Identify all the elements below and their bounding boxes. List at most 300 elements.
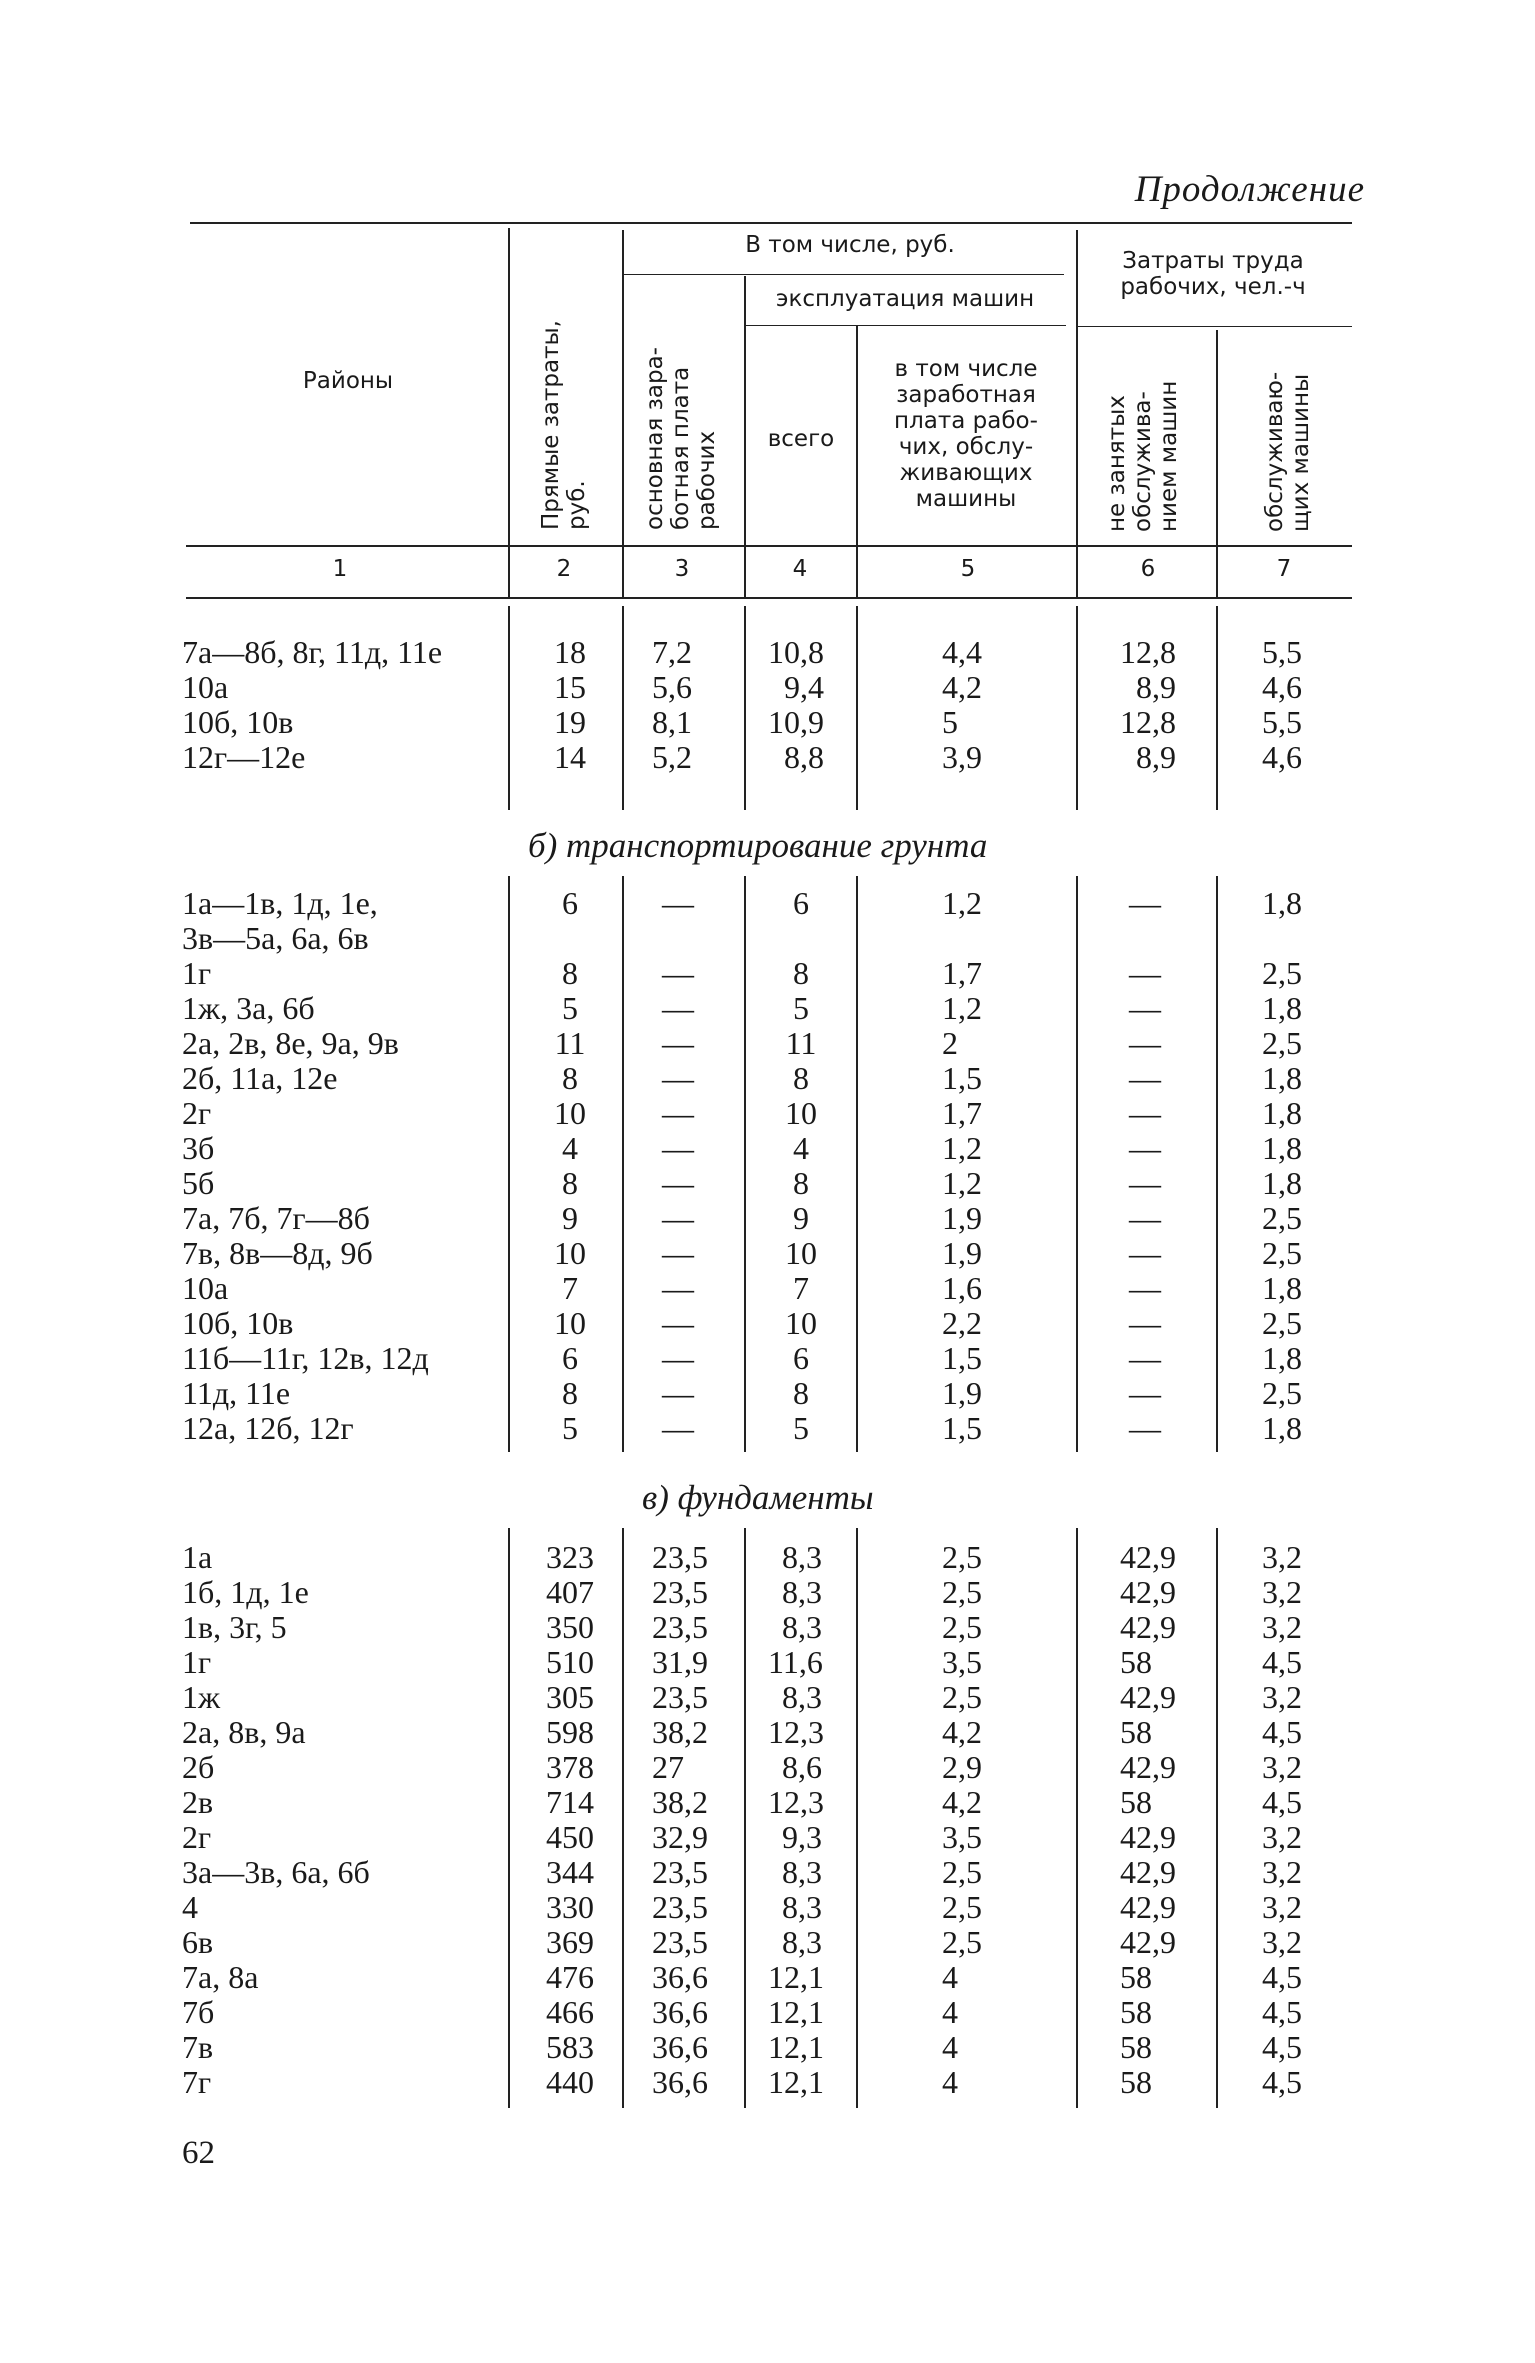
cell-labor-serving: 3,2 [1262, 1749, 1302, 1785]
cell-machine-total: 8,3 [782, 1854, 822, 1890]
cell-base-wage: — [662, 1095, 694, 1131]
cell-base-wage: — [662, 1130, 694, 1166]
cell-base-wage: 23,5 [652, 1609, 708, 1645]
cell-labor-not-serving: — [1129, 955, 1161, 991]
cell-labor-not-serving: — [1129, 990, 1161, 1026]
cell-district: 2б, 11а, 12е [182, 1060, 338, 1096]
cell-labor-not-serving: 58 [1120, 1959, 1152, 1995]
cell-base-wage: 23,5 [652, 1924, 708, 1960]
cell-machine-total: 10,9 [768, 704, 824, 740]
cell-labor-serving: 5,5 [1262, 704, 1302, 740]
cell-district: 2а, 8в, 9а [182, 1714, 306, 1750]
cell-direct-costs: 11 [554, 1025, 586, 1061]
table-row [0, 1061, 1535, 1096]
table-row [0, 1890, 1535, 1925]
header-machine-operation: эксплуатация машин [775, 286, 1035, 312]
including-rule [622, 274, 1064, 275]
cell-machine-wage: 4,2 [942, 1714, 982, 1750]
cell-district: 1ж, 3а, 6б [182, 990, 315, 1026]
cell-machine-wage: 2,2 [942, 1305, 982, 1341]
cell-machine-wage: 2,5 [942, 1679, 982, 1715]
cell-machine-total: 8,3 [782, 1574, 822, 1610]
cell-direct-costs: 407 [546, 1574, 594, 1610]
table-row [0, 1271, 1535, 1306]
cell-base-wage: 8,1 [652, 704, 692, 740]
table-row [0, 1540, 1535, 1575]
cell-direct-costs: 5 [562, 1410, 578, 1446]
cell-district: 7г [182, 2064, 212, 2100]
cell-direct-costs: 344 [546, 1854, 594, 1890]
cell-labor-serving: 1,8 [1262, 1095, 1302, 1131]
cell-direct-costs: 476 [546, 1959, 594, 1995]
colnum-bottom-rule [186, 597, 1352, 599]
col-number-4: 4 [792, 556, 808, 582]
cell-machine-total: 5 [793, 1410, 809, 1446]
cell-labor-serving: 4,5 [1262, 1994, 1302, 2030]
cell-direct-costs: 510 [546, 1644, 594, 1680]
cell-machine-total: 10 [785, 1235, 817, 1271]
cell-labor-not-serving: 42,9 [1120, 1854, 1176, 1890]
cell-labor-serving: 2,5 [1262, 1375, 1302, 1411]
cell-direct-costs: 10 [554, 1305, 586, 1341]
cell-labor-serving: 4,5 [1262, 2029, 1302, 2065]
cell-machine-wage: 4 [942, 2029, 958, 2065]
cell-labor-serving: 4,5 [1262, 1959, 1302, 1995]
cell-machine-wage: 3,9 [942, 739, 982, 775]
cell-district: 11б—11г, 12в, 12д [182, 1340, 429, 1376]
cell-labor-serving: 1,8 [1262, 1340, 1302, 1376]
cell-machine-total: 8,3 [782, 1609, 822, 1645]
header-divider-4 [856, 326, 858, 597]
cell-labor-serving: 3,2 [1262, 1679, 1302, 1715]
cell-base-wage: — [662, 1305, 694, 1341]
cell-machine-total: 8,8 [784, 739, 824, 775]
cell-labor-serving: 1,8 [1262, 1165, 1302, 1201]
cell-direct-costs: 19 [554, 704, 586, 740]
cell-direct-costs: 6 [562, 885, 578, 921]
cell-machine-wage: 4,4 [942, 634, 982, 670]
header-bottom-rule [186, 545, 1352, 547]
table-row [0, 1785, 1535, 1820]
table-row [0, 1820, 1535, 1855]
cell-labor-not-serving: 12,8 [1120, 704, 1176, 740]
section-title-transport: б) транспортирование грунта [528, 826, 988, 865]
cell-direct-costs: 440 [546, 2064, 594, 2100]
table-row [0, 1306, 1535, 1341]
table-row [0, 1026, 1535, 1061]
cell-base-wage: 23,5 [652, 1889, 708, 1925]
cell-direct-costs: 330 [546, 1889, 594, 1925]
table-row [0, 635, 1535, 670]
cell-base-wage: 7,2 [652, 634, 692, 670]
cell-machine-total: 10,8 [768, 634, 824, 670]
cell-labor-not-serving: 12,8 [1120, 634, 1176, 670]
cell-machine-wage: 2,5 [942, 1889, 982, 1925]
page-number: 62 [182, 2135, 215, 2171]
cell-district: 7в, 8в—8д, 9б [182, 1235, 373, 1271]
cell-direct-costs: 350 [546, 1609, 594, 1645]
cell-direct-costs: 378 [546, 1749, 594, 1785]
cell-machine-wage: 1,7 [942, 955, 982, 991]
machine-op-rule [744, 325, 1066, 326]
header-divider-6 [1216, 330, 1218, 597]
table-row [0, 1201, 1535, 1236]
header-base-wage: основная зара- ботная плата рабочих [642, 347, 720, 530]
cell-machine-wage: 2,5 [942, 1609, 982, 1645]
cell-machine-total: 6 [793, 885, 809, 921]
cell-labor-serving: 2,5 [1262, 955, 1302, 991]
cell-base-wage: 5,6 [652, 669, 692, 705]
cell-labor-serving: 3,2 [1262, 1819, 1302, 1855]
table-row [0, 1995, 1535, 2030]
cell-base-wage: — [662, 1410, 694, 1446]
cell-direct-costs: 6 [562, 1340, 578, 1376]
cell-machine-wage: 4,2 [942, 669, 982, 705]
cell-labor-serving: 4,5 [1262, 2064, 1302, 2100]
cell-machine-wage: 1,2 [942, 990, 982, 1026]
cell-district: 2а, 2в, 8е, 9а, 9в [182, 1025, 399, 1061]
header-direct-costs: Прямые затраты, руб. [538, 320, 590, 530]
cell-direct-costs: 4 [562, 1130, 578, 1166]
cell-labor-not-serving: 8,9 [1136, 739, 1176, 775]
cell-machine-wage: 3,5 [942, 1819, 982, 1855]
header-divider-1 [508, 228, 510, 597]
cell-labor-serving: 2,5 [1262, 1305, 1302, 1341]
cell-labor-serving: 1,8 [1262, 1270, 1302, 1306]
cell-base-wage: 27 [652, 1749, 684, 1785]
cell-base-wage: — [662, 1270, 694, 1306]
cell-district: 1г [182, 955, 212, 991]
cell-district: 1б, 1д, 1е [182, 1574, 309, 1610]
cell-machine-total: 8 [793, 1375, 809, 1411]
cell-machine-total: 12,3 [768, 1714, 824, 1750]
cell-labor-serving: 3,2 [1262, 1889, 1302, 1925]
cell-direct-costs: 369 [546, 1924, 594, 1960]
table-row [0, 740, 1535, 775]
labor-rule [1076, 326, 1352, 327]
cell-base-wage: — [662, 1375, 694, 1411]
header-divider-5 [1076, 230, 1078, 597]
table-row [0, 1645, 1535, 1680]
table-row [0, 2065, 1535, 2100]
cell-labor-not-serving: 58 [1120, 1714, 1152, 1750]
header-total: всего [767, 426, 835, 452]
cell-machine-wage: 4,2 [942, 1784, 982, 1820]
cell-labor-not-serving: — [1129, 1165, 1161, 1201]
cell-base-wage: 5,2 [652, 739, 692, 775]
cell-district: 7в [182, 2029, 214, 2065]
cell-labor-serving: 4,6 [1262, 739, 1302, 775]
table-row [0, 1131, 1535, 1166]
table-row [0, 1096, 1535, 1131]
cell-machine-total: 6 [793, 1340, 809, 1376]
cell-base-wage: 36,6 [652, 2029, 708, 2065]
cell-district: 3в—5а, 6а, 6в [182, 920, 369, 956]
cell-district: 6в [182, 1924, 214, 1960]
cell-labor-not-serving: — [1129, 1130, 1161, 1166]
cell-district: 1а [182, 1539, 213, 1575]
cell-machine-wage: 1,9 [942, 1200, 982, 1236]
cell-direct-costs: 5 [562, 990, 578, 1026]
cell-district: 12г—12е [182, 739, 306, 775]
cell-base-wage: — [662, 955, 694, 991]
table-row [0, 991, 1535, 1026]
table-row [0, 1680, 1535, 1715]
table-row [0, 1166, 1535, 1201]
cell-machine-wage: 1,5 [942, 1410, 982, 1446]
cell-labor-serving: 3,2 [1262, 1924, 1302, 1960]
cell-district: 10а [182, 1270, 229, 1306]
cell-base-wage: — [662, 990, 694, 1026]
cell-machine-total: 11,6 [768, 1644, 823, 1680]
cell-labor-not-serving: 58 [1120, 1784, 1152, 1820]
cell-district: 10б, 10в [182, 704, 294, 740]
header-divider-2 [622, 230, 624, 597]
cell-machine-total: 8 [793, 1060, 809, 1096]
header-machine-wage: в том числе заработная плата рабо-чих, обслу-живающих машины [894, 356, 1038, 512]
cell-base-wage: 23,5 [652, 1539, 708, 1575]
cell-base-wage: 31,9 [652, 1644, 708, 1680]
cell-base-wage: — [662, 1060, 694, 1096]
cell-machine-total: 8 [793, 955, 809, 991]
table-row [0, 1341, 1535, 1376]
cell-labor-serving: 4,5 [1262, 1714, 1302, 1750]
cell-labor-not-serving: — [1129, 1410, 1161, 1446]
table-row [0, 1236, 1535, 1271]
cell-district: 1ж [182, 1679, 221, 1715]
cell-labor-not-serving: 8,9 [1136, 669, 1176, 705]
cell-district: 5б [182, 1165, 215, 1201]
cell-machine-wage: 4 [942, 2064, 958, 2100]
cell-labor-not-serving: — [1129, 1270, 1161, 1306]
cell-district: 10б, 10в [182, 1305, 294, 1341]
cell-direct-costs: 8 [562, 955, 578, 991]
cell-labor-serving: 1,8 [1262, 990, 1302, 1026]
cell-machine-wage: 4 [942, 1959, 958, 1995]
cell-machine-wage: 2 [942, 1025, 958, 1061]
table-row [0, 1960, 1535, 1995]
cell-direct-costs: 323 [546, 1539, 594, 1575]
table-row [0, 1715, 1535, 1750]
cell-base-wage: 38,2 [652, 1784, 708, 1820]
cell-machine-total: 9,4 [784, 669, 824, 705]
table-row [0, 886, 1535, 921]
cell-district: 3а—3в, 6а, 6б [182, 1854, 370, 1890]
table-row [0, 705, 1535, 740]
cell-machine-total: 11 [785, 1025, 817, 1061]
cell-machine-total: 4 [793, 1130, 809, 1166]
cell-labor-serving: 4,5 [1262, 1784, 1302, 1820]
cell-direct-costs: 714 [546, 1784, 594, 1820]
cell-labor-serving: 2,5 [1262, 1200, 1302, 1236]
cell-base-wage: — [662, 1340, 694, 1376]
cell-direct-costs: 305 [546, 1679, 594, 1715]
cell-machine-wage: 1,9 [942, 1375, 982, 1411]
cell-direct-costs: 583 [546, 2029, 594, 2065]
cell-base-wage: 32,9 [652, 1819, 708, 1855]
table-row [0, 1855, 1535, 1890]
cell-machine-total: 8,3 [782, 1539, 822, 1575]
cell-machine-wage: 2,5 [942, 1574, 982, 1610]
cell-machine-total: 10 [785, 1095, 817, 1131]
cell-district: 12а, 12б, 12г [182, 1410, 354, 1446]
cell-direct-costs: 466 [546, 1994, 594, 2030]
cell-district: 7а—8б, 8г, 11д, 11е [182, 634, 443, 670]
cell-machine-total: 12,1 [768, 2029, 824, 2065]
cell-base-wage: 23,5 [652, 1574, 708, 1610]
table-row [0, 2030, 1535, 2065]
col-number-7: 7 [1276, 556, 1292, 582]
header-labor: Затраты труда рабочих, чел.-ч [1120, 248, 1306, 300]
cell-base-wage: 36,6 [652, 1959, 708, 1995]
cell-machine-total: 10 [785, 1305, 817, 1341]
table-row [0, 1411, 1535, 1446]
cell-machine-total: 8,3 [782, 1889, 822, 1925]
cell-labor-not-serving: 42,9 [1120, 1819, 1176, 1855]
cell-district: 2б [182, 1749, 215, 1785]
cell-labor-serving: 4,5 [1262, 1644, 1302, 1680]
cell-labor-not-serving: 58 [1120, 1644, 1152, 1680]
cell-machine-wage: 1,2 [942, 1130, 982, 1166]
cell-machine-wage: 2,5 [942, 1854, 982, 1890]
col-number-5: 5 [960, 556, 976, 582]
cell-labor-not-serving: 42,9 [1120, 1889, 1176, 1925]
cell-machine-total: 12,1 [768, 2064, 824, 2100]
cell-base-wage: — [662, 885, 694, 921]
cell-machine-wage: 1,9 [942, 1235, 982, 1271]
cell-direct-costs: 15 [554, 669, 586, 705]
col-number-2: 2 [556, 556, 572, 582]
cell-direct-costs: 14 [554, 739, 586, 775]
cell-machine-total: 7 [793, 1270, 809, 1306]
cell-machine-wage: 1,6 [942, 1270, 982, 1306]
cell-labor-serving: 5,5 [1262, 634, 1302, 670]
table-row [0, 956, 1535, 991]
table-row [0, 1610, 1535, 1645]
header-districts: Районы [302, 368, 394, 394]
cell-base-wage: 36,6 [652, 1994, 708, 2030]
cell-direct-costs: 450 [546, 1819, 594, 1855]
cell-district: 11д, 11е [182, 1375, 291, 1411]
cell-machine-total: 8,3 [782, 1924, 822, 1960]
cell-machine-total: 12,1 [768, 1959, 824, 1995]
table-row [0, 670, 1535, 705]
cell-labor-not-serving: — [1129, 1375, 1161, 1411]
cell-district: 3б [182, 1130, 215, 1166]
cell-district: 1в, 3г, 5 [182, 1609, 287, 1645]
cell-district: 7б [182, 1994, 215, 2030]
cell-labor-not-serving: — [1129, 1305, 1161, 1341]
cell-labor-not-serving: 42,9 [1120, 1574, 1176, 1610]
cell-labor-serving: 3,2 [1262, 1609, 1302, 1645]
cell-machine-total: 8,6 [782, 1749, 822, 1785]
cell-district: 2г [182, 1095, 212, 1131]
col-number-3: 3 [674, 556, 690, 582]
cell-labor-serving: 3,2 [1262, 1574, 1302, 1610]
cell-direct-costs: 9 [562, 1200, 578, 1236]
cell-labor-serving: 1,8 [1262, 885, 1302, 921]
cell-base-wage: 23,5 [652, 1679, 708, 1715]
cell-district: 7а, 8а [182, 1959, 259, 1995]
cell-base-wage: — [662, 1200, 694, 1236]
cell-direct-costs: 7 [562, 1270, 578, 1306]
cell-machine-wage: 1,5 [942, 1060, 982, 1096]
col-number-6: 6 [1140, 556, 1156, 582]
cell-district: 1а—1в, 1д, 1е, [182, 885, 378, 921]
cell-labor-not-serving: — [1129, 1095, 1161, 1131]
cell-labor-not-serving: — [1129, 1025, 1161, 1061]
cell-machine-wage: 1,2 [942, 1165, 982, 1201]
cell-machine-wage: 3,5 [942, 1644, 982, 1680]
cell-machine-wage: 2,5 [942, 1924, 982, 1960]
cell-machine-total: 5 [793, 990, 809, 1026]
header-not-serving: не занятых обслужива- нием машин [1104, 380, 1182, 532]
cell-labor-not-serving: 42,9 [1120, 1609, 1176, 1645]
cell-labor-serving: 1,8 [1262, 1060, 1302, 1096]
header-including: В том числе, руб. [745, 232, 955, 258]
cell-machine-wage: 4 [942, 1994, 958, 2030]
table-row [0, 921, 1535, 956]
cell-labor-serving: 2,5 [1262, 1235, 1302, 1271]
cell-labor-not-serving: — [1129, 1340, 1161, 1376]
cell-base-wage: — [662, 1165, 694, 1201]
cell-machine-total: 12,3 [768, 1784, 824, 1820]
cell-base-wage: — [662, 1235, 694, 1271]
cell-labor-not-serving: 58 [1120, 1994, 1152, 2030]
cell-machine-total: 9 [793, 1200, 809, 1236]
table-row [0, 1575, 1535, 1610]
cell-labor-not-serving: 42,9 [1120, 1679, 1176, 1715]
cell-direct-costs: 10 [554, 1095, 586, 1131]
cell-labor-serving: 1,8 [1262, 1130, 1302, 1166]
cell-machine-wage: 5 [942, 704, 958, 740]
cell-direct-costs: 10 [554, 1235, 586, 1271]
cell-base-wage: 38,2 [652, 1714, 708, 1750]
col-number-1: 1 [332, 556, 348, 582]
cell-district: 4 [182, 1889, 198, 1925]
cell-district: 10а [182, 669, 229, 705]
cell-district: 2в [182, 1784, 214, 1820]
cell-direct-costs: 8 [562, 1165, 578, 1201]
header-top-rule [190, 222, 1352, 224]
cell-labor-not-serving: — [1129, 1060, 1161, 1096]
cell-labor-serving: 3,2 [1262, 1539, 1302, 1575]
cell-base-wage: 36,6 [652, 2064, 708, 2100]
cell-labor-not-serving: 42,9 [1120, 1749, 1176, 1785]
cell-machine-wage: 1,2 [942, 885, 982, 921]
cell-machine-wage: 1,5 [942, 1340, 982, 1376]
cell-labor-not-serving: 42,9 [1120, 1539, 1176, 1575]
section-title-foundations: в) фундаменты [642, 1478, 874, 1517]
cell-labor-serving: 4,6 [1262, 669, 1302, 705]
cell-machine-wage: 2,5 [942, 1539, 982, 1575]
cell-direct-costs: 18 [554, 634, 586, 670]
cell-direct-costs: 8 [562, 1375, 578, 1411]
cell-labor-not-serving: — [1129, 1200, 1161, 1236]
cell-base-wage: 23,5 [652, 1854, 708, 1890]
cell-district: 1г [182, 1644, 212, 1680]
cell-machine-total: 9,3 [782, 1819, 822, 1855]
cell-labor-not-serving: — [1129, 885, 1161, 921]
cell-labor-serving: 1,8 [1262, 1410, 1302, 1446]
cell-direct-costs: 598 [546, 1714, 594, 1750]
cell-district: 7а, 7б, 7г—8б [182, 1200, 370, 1236]
cell-district: 2г [182, 1819, 212, 1855]
table-row [0, 1376, 1535, 1411]
header-serving: обслуживаю- щих машины [1262, 371, 1314, 532]
cell-machine-total: 12,1 [768, 1994, 824, 2030]
cell-labor-serving: 3,2 [1262, 1854, 1302, 1890]
